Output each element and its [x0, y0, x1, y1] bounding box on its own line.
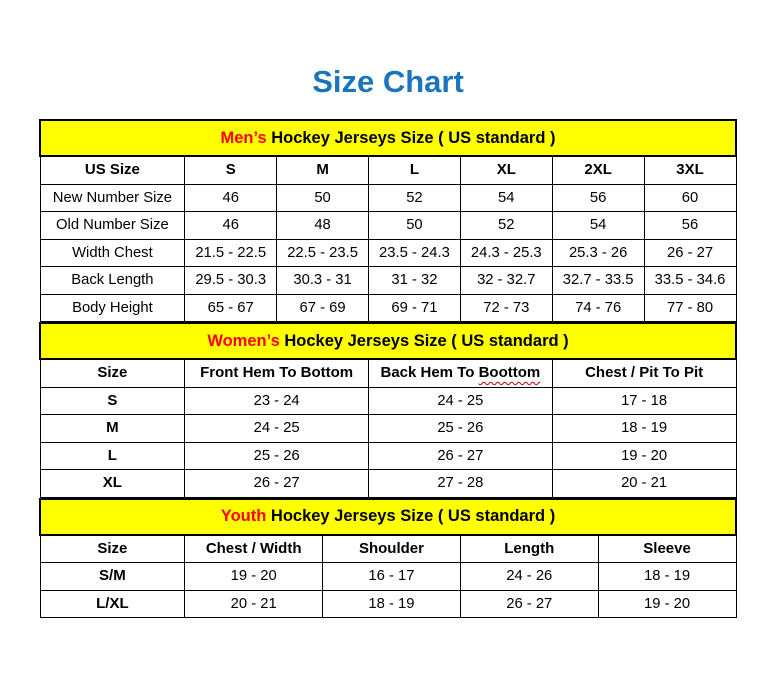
mens-header-rest: Hockey Jerseys Size ( US standard ) — [266, 128, 556, 147]
youth-column-header-row — [40, 535, 736, 563]
womens-value-cell: 26 - 27 — [185, 470, 369, 498]
womens-header-accent: Women’s — [207, 331, 280, 350]
youth-column-header: Sleeve — [598, 535, 736, 563]
womens-value-cell: 17 - 18 — [552, 387, 736, 415]
mens-column-header: L — [369, 156, 461, 184]
mens-column-header-row — [40, 156, 736, 184]
womens-row — [40, 415, 736, 443]
mens-value-cell: 48 — [277, 212, 369, 240]
mens-value-cell: 69 - 71 — [369, 294, 461, 322]
youth-value-cell: 24 - 26 — [460, 563, 598, 591]
mens-value-cell: 67 - 69 — [277, 294, 369, 322]
mens-row-label: Old Number Size — [40, 212, 185, 240]
mens-value-cell: 77 - 80 — [644, 294, 736, 322]
mens-value-cell: 52 — [369, 184, 461, 212]
youth-size-table — [39, 498, 737, 619]
mens-value-cell: 22.5 - 23.5 — [277, 239, 369, 267]
youth-header-rest: Hockey Jerseys Size ( US standard ) — [266, 507, 556, 526]
mens-value-cell: 52 — [460, 212, 552, 240]
womens-table-header-row — [40, 323, 736, 359]
womens-value-cell: 24 - 25 — [369, 387, 553, 415]
womens-row-label: L — [40, 442, 185, 470]
youth-value-cell: 19 - 20 — [185, 563, 323, 591]
page-title: Size Chart — [312, 64, 464, 99]
mens-value-cell: 21.5 - 22.5 — [185, 239, 277, 267]
womens-value-cell: 25 - 26 — [185, 442, 369, 470]
mens-row-label: Body Height — [40, 294, 185, 322]
youth-table-header — [40, 499, 736, 535]
youth-value-cell: 26 - 27 — [460, 590, 598, 618]
youth-column-header: Shoulder — [323, 535, 461, 563]
mens-row — [40, 239, 736, 267]
youth-row-label: L/XL — [40, 590, 185, 618]
mens-value-cell: 23.5 - 24.3 — [369, 239, 461, 267]
womens-row-label: S — [40, 387, 185, 415]
mens-value-cell: 50 — [369, 212, 461, 240]
mens-value-cell: 32.7 - 33.5 — [552, 267, 644, 295]
mens-value-cell: 54 — [552, 212, 644, 240]
mens-size-table — [39, 119, 737, 322]
womens-column-header: Size — [40, 359, 185, 387]
womens-value-cell: 25 - 26 — [369, 415, 553, 443]
youth-value-cell: 19 - 20 — [598, 590, 736, 618]
mens-table-header — [40, 120, 736, 156]
mens-value-cell: 65 - 67 — [185, 294, 277, 322]
womens-value-cell: 26 - 27 — [369, 442, 553, 470]
youth-value-cell: 20 - 21 — [185, 590, 323, 618]
size-tables-container — [39, 119, 737, 618]
womens-header-rest: Hockey Jerseys Size ( US standard ) — [279, 331, 569, 350]
mens-value-cell: 33.5 - 34.6 — [644, 267, 736, 295]
youth-row — [40, 563, 736, 591]
youth-row — [40, 590, 736, 618]
mens-row — [40, 184, 736, 212]
mens-value-cell: 74 - 76 — [552, 294, 644, 322]
womens-value-cell: 27 - 28 — [369, 470, 553, 498]
mens-value-cell: 32 - 32.7 — [460, 267, 552, 295]
mens-row-label: Back Length — [40, 267, 185, 295]
womens-row-label: XL — [40, 470, 185, 498]
womens-size-table — [39, 322, 737, 498]
mens-value-cell: 29.5 - 30.3 — [185, 267, 277, 295]
mens-column-header: 2XL — [552, 156, 644, 184]
youth-column-header: Size — [40, 535, 185, 563]
mens-value-cell: 25.3 - 26 — [552, 239, 644, 267]
womens-row — [40, 387, 736, 415]
mens-value-cell: 56 — [552, 184, 644, 212]
mens-row — [40, 294, 736, 322]
womens-table-header — [40, 323, 736, 359]
youth-table-header-row — [40, 499, 736, 535]
mens-value-cell: 60 — [644, 184, 736, 212]
womens-column-header-row — [40, 359, 736, 387]
youth-value-cell: 18 - 19 — [323, 590, 461, 618]
youth-header-accent: Youth — [220, 507, 267, 526]
mens-value-cell: 72 - 73 — [460, 294, 552, 322]
mens-row — [40, 267, 736, 295]
mens-value-cell: 46 — [185, 184, 277, 212]
youth-value-cell: 18 - 19 — [598, 563, 736, 591]
mens-value-cell: 54 — [460, 184, 552, 212]
youth-column-header: Length — [460, 535, 598, 563]
womens-value-cell: 20 - 21 — [552, 470, 736, 498]
womens-row — [40, 442, 736, 470]
mens-value-cell: 26 - 27 — [644, 239, 736, 267]
mens-row — [40, 212, 736, 240]
mens-value-cell: 31 - 32 — [369, 267, 461, 295]
youth-value-cell: 16 - 17 — [323, 563, 461, 591]
mens-column-header: XL — [460, 156, 552, 184]
womens-column-header: Back Hem To Boottom — [369, 359, 553, 387]
mens-value-cell: 24.3 - 25.3 — [460, 239, 552, 267]
mens-value-cell: 46 — [185, 212, 277, 240]
womens-value-cell: 19 - 20 — [552, 442, 736, 470]
mens-value-cell: 30.3 - 31 — [277, 267, 369, 295]
womens-value-cell: 18 - 19 — [552, 415, 736, 443]
womens-value-cell: 24 - 25 — [185, 415, 369, 443]
mens-header-accent: Men’s — [220, 128, 267, 147]
mens-column-header: 3XL — [644, 156, 736, 184]
mens-table-header-row — [40, 120, 736, 156]
mens-column-header: US Size — [40, 156, 185, 184]
womens-value-cell: 23 - 24 — [185, 387, 369, 415]
mens-value-cell: 50 — [277, 184, 369, 212]
mens-column-header: M — [277, 156, 369, 184]
misspelled-word: Boottom — [478, 364, 541, 381]
mens-row-label: New Number Size — [40, 184, 185, 212]
womens-row-label: M — [40, 415, 185, 443]
womens-row — [40, 470, 736, 498]
mens-value-cell: 56 — [644, 212, 736, 240]
mens-row-label: Width Chest — [40, 239, 185, 267]
youth-column-header: Chest / Width — [185, 535, 323, 563]
womens-column-header: Chest / Pit To Pit — [552, 359, 736, 387]
womens-column-header: Front Hem To Bottom — [185, 359, 369, 387]
youth-row-label: S/M — [40, 563, 185, 591]
mens-column-header: S — [185, 156, 277, 184]
